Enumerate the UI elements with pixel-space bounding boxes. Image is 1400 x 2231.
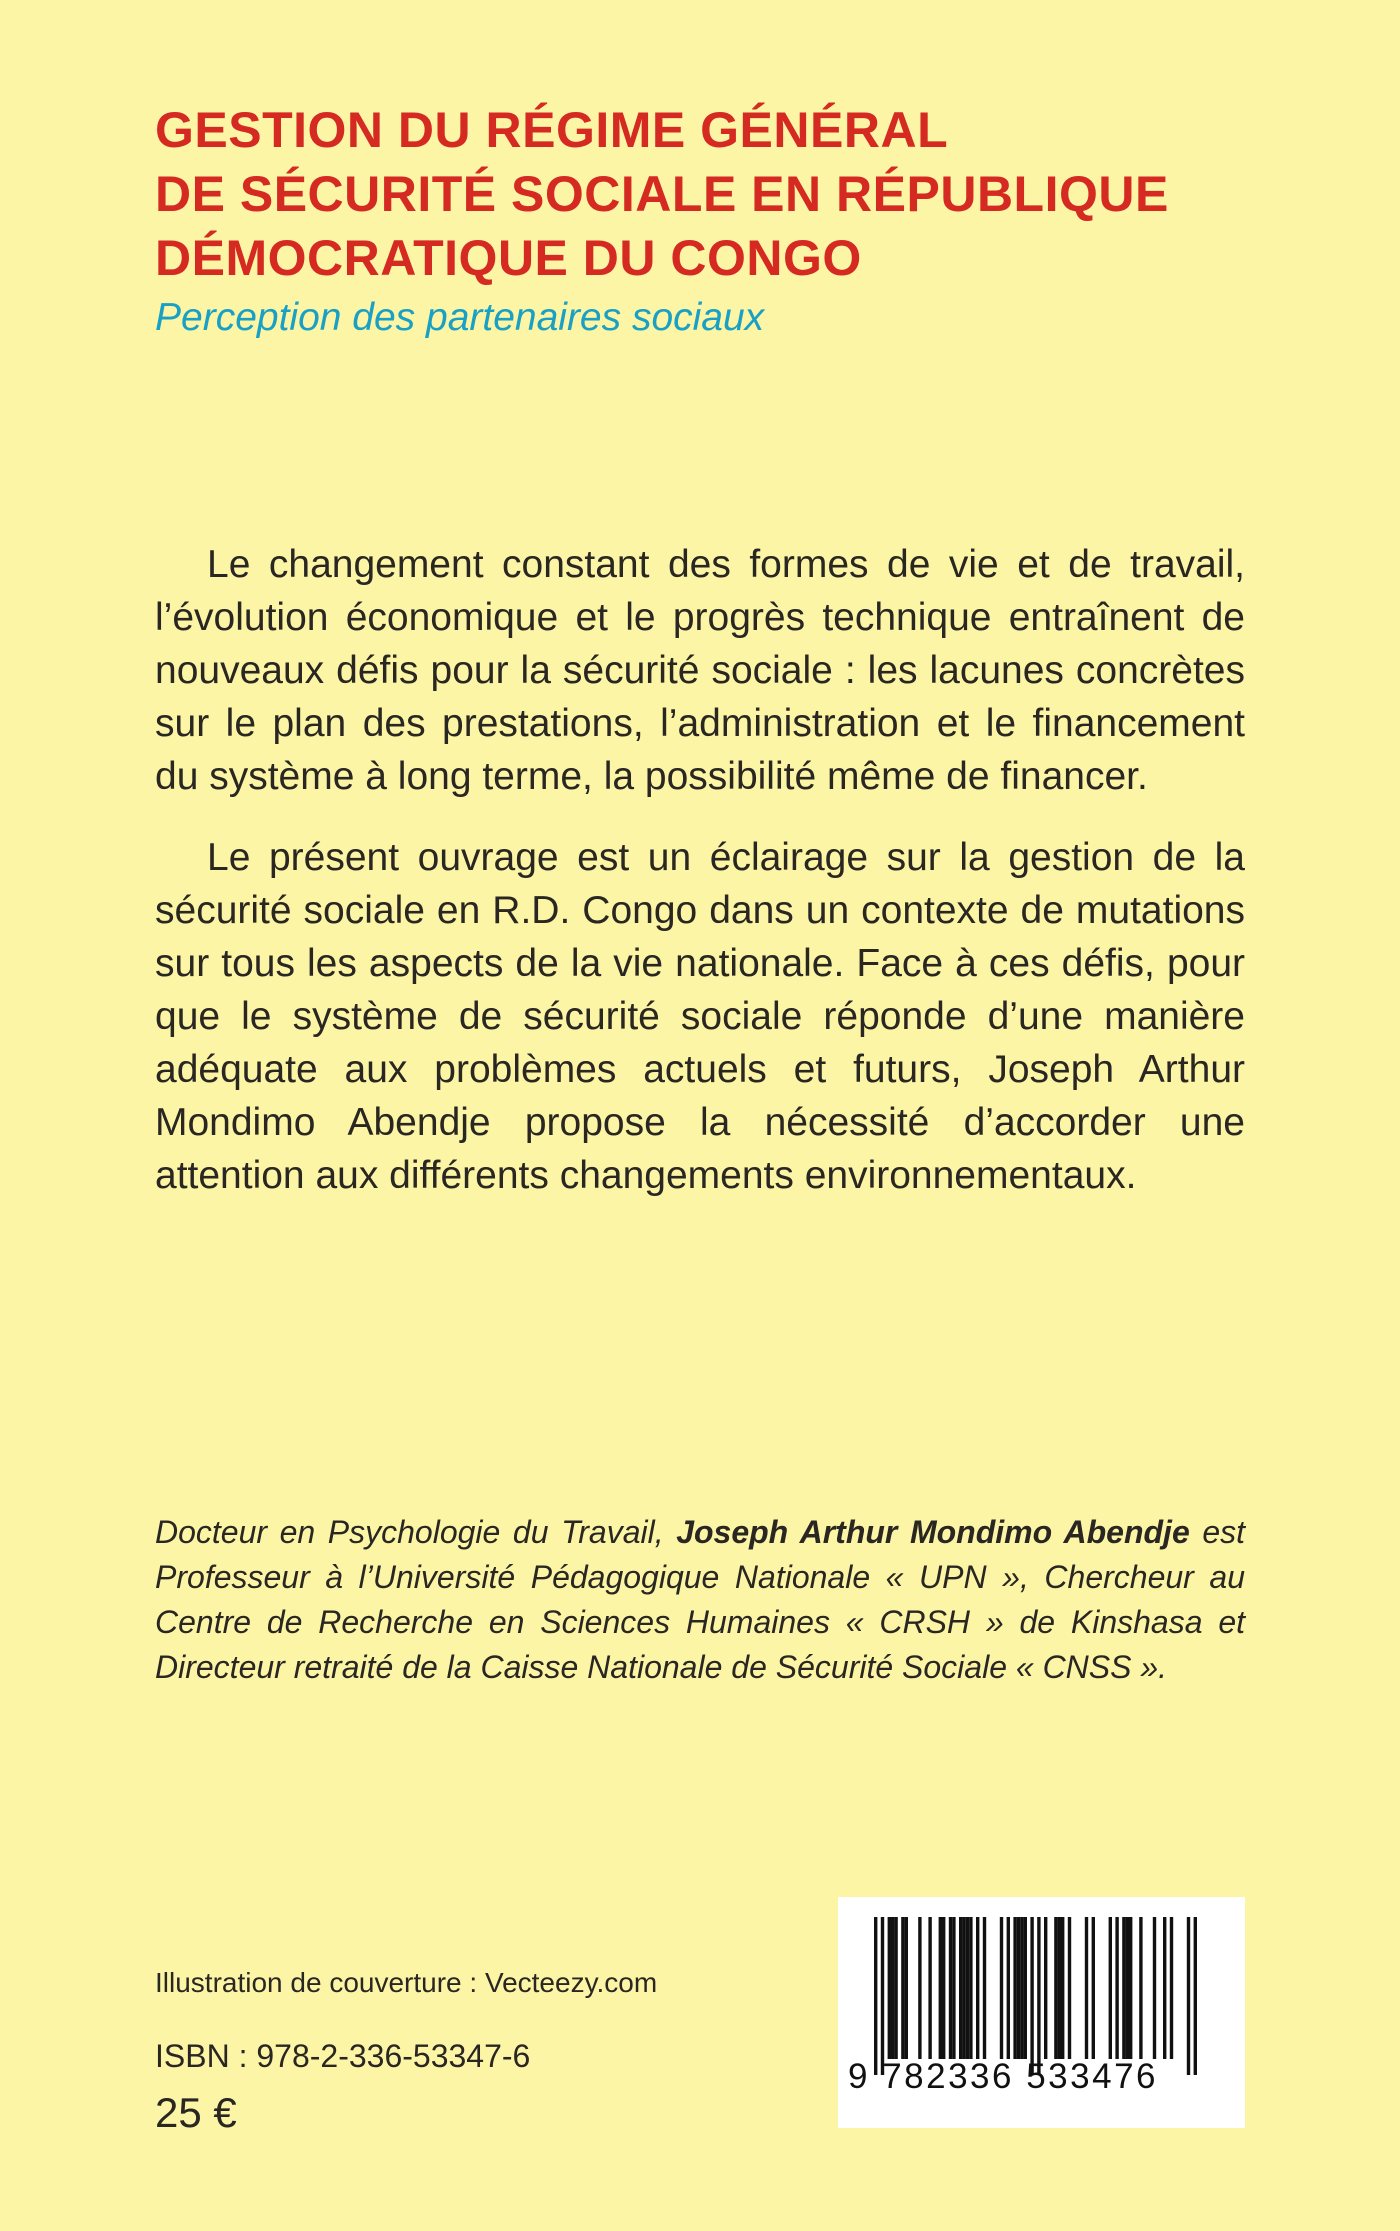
barcode-bar (1013, 1917, 1016, 2059)
barcode (838, 1897, 1245, 2128)
title-block (155, 98, 1275, 346)
barcode-bar (894, 1917, 897, 2059)
summary-paragraph-2: Le présent ouvrage est un éclairage sur la gestion de la sécurité sociale en R.D. Congo dans un contexte de mutations sur tous les aspects de la vie nationale. Face à ces défis, pour que le système de sécurité sociale réponde d’une manière adéquate aux problèmes actuels et futurs, Joseph Arthur Mondimo Abendje propose la nécessité d’accorder une attention aux différents changements environnementaux. (155, 836, 1245, 1197)
author-bio-suffix: est Professeur à l’Université Pédagogique Nationale « UPN », Chercheur au Centre de Recherche en Sciences Humaines « CRSH » de Kinshasa et Directeur retraité de la Caisse Nationale de Sécurité Sociale « CNSS ». (155, 1514, 1246, 1685)
title-line-1: GESTION DU RÉGIME GÉNÉRAL (155, 102, 949, 158)
barcode-bar (1037, 1917, 1040, 2075)
barcode-bar (1085, 1917, 1088, 2059)
illustration-credit: Illustration de couverture : Vecteezy.com (155, 1967, 658, 1998)
barcode-bar (959, 1917, 962, 2059)
title-line-3: DÉMOCRATIQUE DU CONGO (155, 230, 862, 286)
barcode-bar (1187, 1917, 1190, 2075)
barcode-bar (928, 1917, 931, 2059)
barcode-bar (1054, 1917, 1057, 2059)
barcode-bar (1030, 1917, 1033, 2075)
barcode-bar (1122, 1917, 1125, 2059)
author-bio (155, 1510, 1245, 1690)
title-line-2: DE SÉCURITÉ SOCIALE EN RÉPUBLIQUE (155, 166, 1169, 222)
barcode-bar (1092, 1917, 1095, 2059)
barcode-bar (962, 1917, 965, 2059)
barcode-bar (1061, 1917, 1064, 2059)
barcode-bar (1044, 1917, 1047, 2059)
back-cover-summary (155, 538, 1245, 1230)
barcode-bar (1139, 1917, 1142, 2059)
barcode-bar (874, 1917, 877, 2075)
barcode-bar (1129, 1917, 1132, 2059)
barcode-bar (952, 1917, 955, 2059)
barcode-bar (969, 1917, 972, 2059)
barcode-bar (901, 1917, 904, 2059)
barcode-bar (939, 1917, 942, 2059)
barcode-bar (966, 1917, 969, 2059)
barcode-bar (1024, 1917, 1027, 2059)
barcode-bar (1017, 1917, 1020, 2059)
barcode-bar (1020, 1917, 1023, 2059)
author-bio-prefix: Docteur en Psychologie du Travail, (155, 1514, 677, 1550)
barcode-bar (1000, 1917, 1003, 2059)
barcode-bar (918, 1917, 921, 2059)
barcode-bar (1126, 1917, 1129, 2059)
barcode-bar (1007, 1917, 1010, 2059)
barcode-bar (1163, 1917, 1166, 2059)
barcode-digits: 9 782336 533476 (848, 2057, 1158, 2096)
barcode-bar (881, 1917, 884, 2075)
barcode-bar (1153, 1917, 1156, 2059)
barcode-bar (1194, 1917, 1197, 2075)
author-name: Joseph Arthur Mondimo Abendje (676, 1514, 1190, 1550)
barcode-bar (949, 1917, 952, 2059)
barcode-bar (888, 1917, 891, 2059)
subtitle: Perception des partenaires sociaux (155, 296, 765, 339)
barcode-bar (942, 1917, 945, 2059)
isbn: ISBN : 978-2-336-53347-6 (155, 2038, 531, 2074)
price: 25 € (155, 2089, 237, 2136)
barcode-bar (976, 1917, 979, 2059)
barcode-bar (1170, 1917, 1173, 2059)
summary-paragraph-1: Le changement constant des formes de vie et de travail, l’évolution économique et le progrès technique entraînent de nouveaux défis pour la sécurité sociale : les lacunes concrètes sur le plan des prestations, l’administration et le financement du système à long terme, la possibilité même de financer. (155, 543, 1245, 798)
barcode-bar (1058, 1917, 1061, 2059)
barcode-bar (1115, 1917, 1118, 2059)
barcode-bar (1068, 1917, 1071, 2059)
barcode-bar (1109, 1917, 1112, 2059)
barcode-bar (905, 1917, 908, 2059)
barcode-bar (983, 1917, 986, 2059)
barcode-bar (891, 1917, 894, 2059)
